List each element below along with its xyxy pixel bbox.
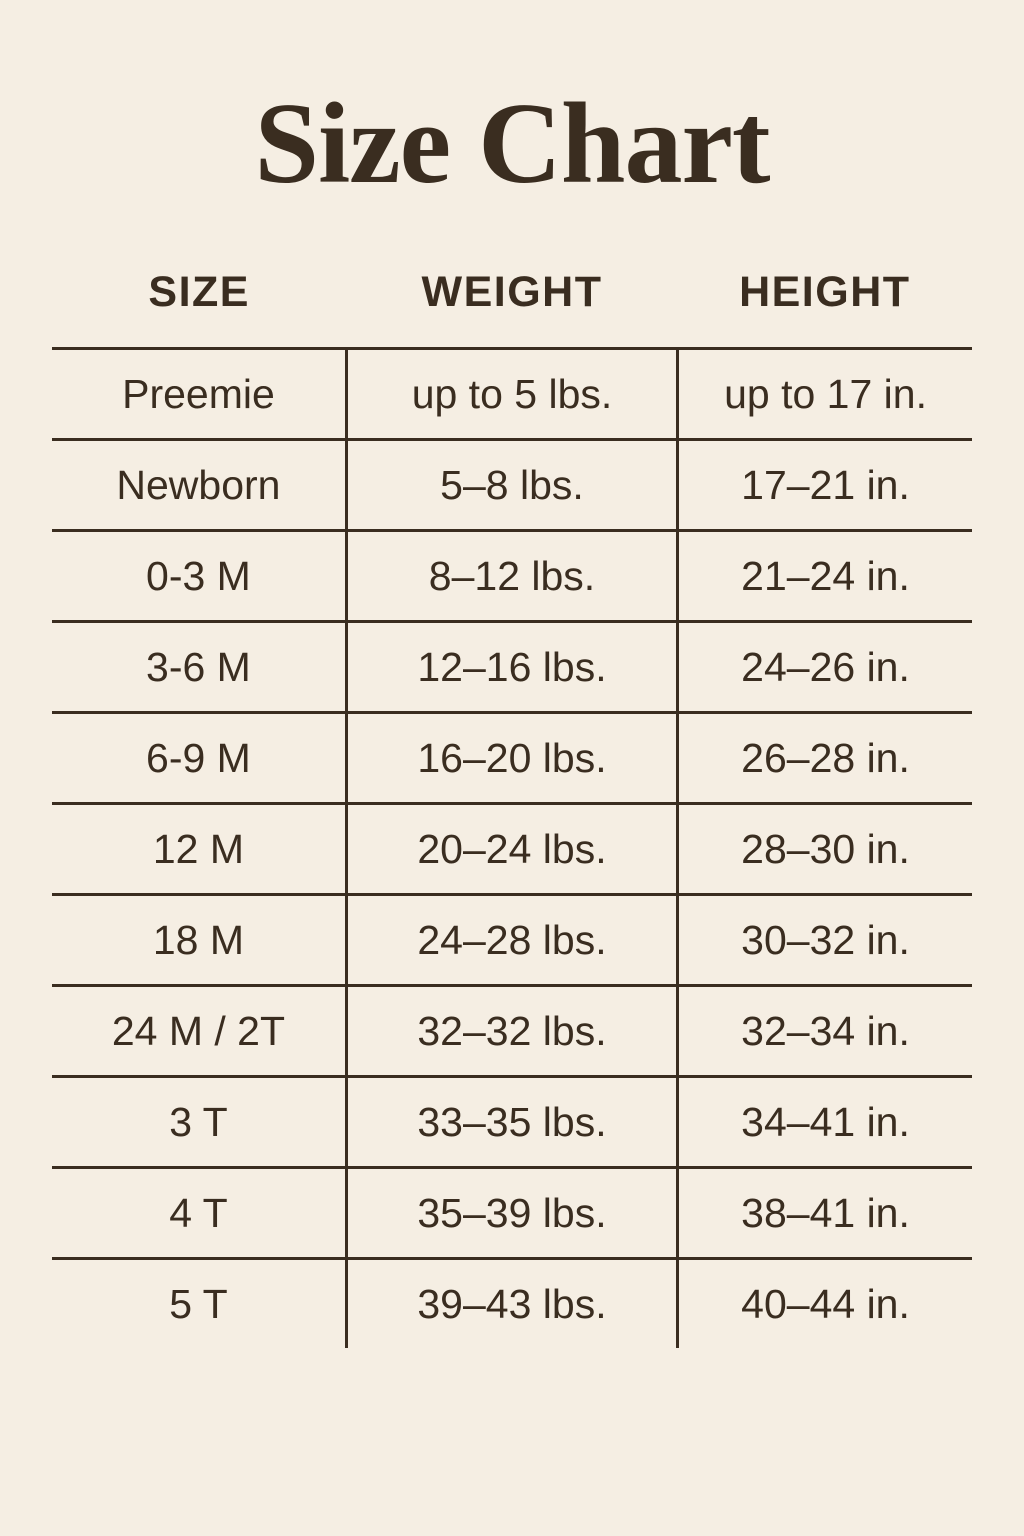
cell-weight: 35–39 lbs. [346,1168,677,1259]
cell-weight: 33–35 lbs. [346,1077,677,1168]
cell-height: 17–21 in. [678,440,972,531]
table-row [52,1259,972,1349]
table-row [52,440,972,531]
table-row [52,349,972,440]
cell-weight: 8–12 lbs. [346,531,677,622]
cell-size: 5 T [52,1259,346,1349]
column-header-weight: WEIGHT [421,268,603,316]
cell-height: 24–26 in. [678,622,972,713]
cell-height: 34–41 in. [678,1077,972,1168]
cell-height: 26–28 in. [678,713,972,804]
cell-weight: 16–20 lbs. [346,713,677,804]
column-header-size: SIZE [148,268,250,316]
cell-size: 3 T [52,1077,346,1168]
table-header-row [52,268,972,349]
table-row [52,1077,972,1168]
cell-weight: 5–8 lbs. [346,440,677,531]
cell-weight: 32–32 lbs. [346,986,677,1077]
page-title: Size Chart [254,80,770,208]
cell-height: 40–44 in. [741,1281,910,1327]
cell-weight: up to 5 lbs. [346,349,677,440]
cell-size: Newborn [52,440,346,531]
cell-size: 4 T [52,1168,346,1259]
cell-height: 28–30 in. [678,804,972,895]
size-chart-table-wrapper [52,202,972,1348]
cell-weight: 24–28 lbs. [346,895,677,986]
cell-weight: 20–24 lbs. [346,804,677,895]
table-row [52,895,972,986]
cell-size: 18 M [52,895,346,986]
cell-size: 24 M / 2T [52,986,346,1077]
cell-height: 30–32 in. [678,895,972,986]
cell-weight: 12–16 lbs. [346,622,677,713]
cell-weight: 39–43 lbs. [346,1259,677,1349]
table-row [52,531,972,622]
table-row [52,1168,972,1259]
column-header-height: HEIGHT [739,268,911,316]
cell-size: Preemie [52,349,346,440]
table-header [52,268,972,349]
cell-height: up to 17 in. [678,349,972,440]
size-chart-table [52,268,972,1348]
cell-size: 0-3 M [52,531,346,622]
table-row [52,986,972,1077]
table-row [52,622,972,713]
cell-height: 38–41 in. [678,1168,972,1259]
table-body [52,349,972,1349]
cell-size: 6-9 M [52,713,346,804]
table-row [52,713,972,804]
cell-size: 12 M [52,804,346,895]
cell-height: 21–24 in. [678,531,972,622]
cell-height: 32–34 in. [678,986,972,1077]
table-row [52,804,972,895]
cell-size: 3-6 M [52,622,346,713]
